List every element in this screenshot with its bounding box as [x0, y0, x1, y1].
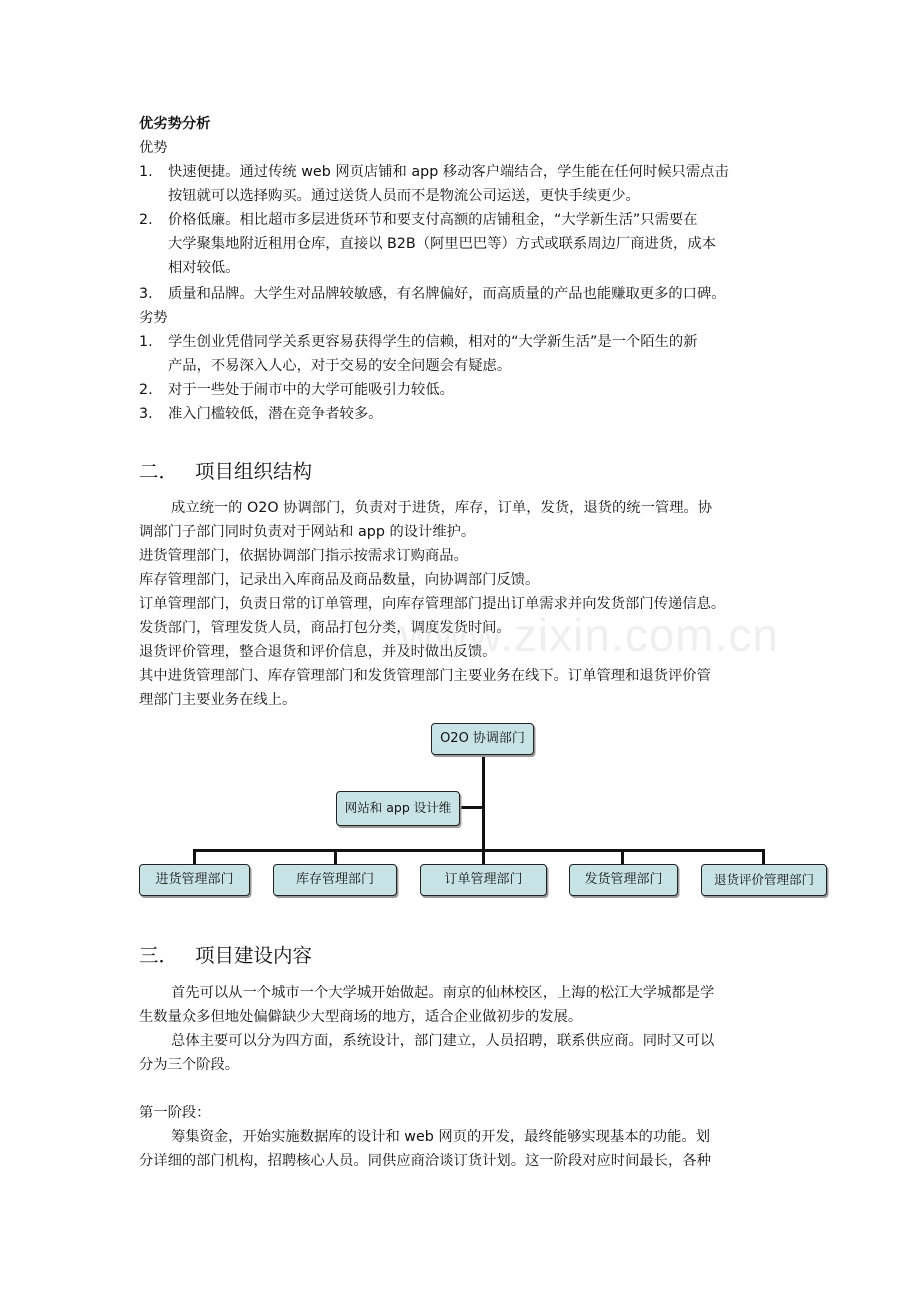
paragraph-line: 其中进货管理部门、库存管理部门和发货管理部门主要业务在线下。订单管理和退货评价管 [139, 668, 711, 684]
paragraph-line: 订单管理部门，负责日常的订单管理，向库存管理部门提出订单需求并向发货部门传递信息。 [139, 596, 726, 612]
paragraph-line: 库存管理部门，记录出入库商品及商品数量，向协调部门反馈。 [139, 572, 540, 588]
list-item-line: 大学聚集地附近租用仓库，直接以 B2B（阿里巴巴等）方式或联系周边厂商进货，成本 [168, 236, 716, 252]
list-item-line: 学生创业凭借同学关系更容易获得学生的信赖，相对的“大学新生活”是一个陌生的新 [168, 334, 698, 350]
paragraph-line: 筹集资金，开始实施数据库的设计和 web 网页的开发，最终能够实现基本的功能。划 [171, 1129, 711, 1145]
list-number: 2. [139, 212, 153, 228]
org-node-side: 网站和 app 设计维 [336, 791, 460, 826]
org-connector-drop [193, 849, 196, 864]
list-number: 3. [139, 406, 153, 422]
paragraph-line: 生数量众多但地处偏僻缺少大型商场的地方，适合企业做初步的发展。 [139, 1009, 583, 1025]
list-item [168, 402, 782, 426]
org-connector-bus [193, 849, 765, 852]
paragraph-line: 理部门主要业务在线上。 [139, 692, 297, 708]
list-item-line: 价格低廉。相比超市多层进货环节和要支付高额的店铺租金，“大学新生活”只需要在 [168, 212, 698, 228]
org-node-root: O2O 协调部门 [431, 723, 534, 755]
section-number-two: 二． [139, 460, 179, 483]
list-item-line: 产品，不易深入人心，对于交易的安全问题会有疑虑。 [168, 358, 512, 374]
list-number: 1. [139, 334, 153, 350]
list-item [168, 160, 782, 208]
org-connector-drop [482, 849, 485, 864]
section-title-organization: 项目组织结构 [195, 460, 313, 483]
paragraph-line: 首先可以从一个城市一个大学城开始做起。南京的仙林校区，上海的松江大学城都是学 [171, 985, 715, 1001]
org-node-child: 退货评价管理部门 [701, 864, 827, 896]
section-title-construction: 项目建设内容 [195, 944, 313, 967]
org-node-child: 库存管理部门 [273, 864, 397, 896]
list-number: 1. [139, 164, 153, 180]
paragraph-line: 进货管理部门，依据协调部门指示按需求订购商品。 [139, 548, 468, 564]
org-connector-drop [762, 849, 765, 864]
list-item-line: 快速便捷。通过传统 web 网页店铺和 app 移动客户端结合，学生能在任何时候只需点击 [168, 164, 729, 180]
paragraph-line: 调部门子部门同时负责对于网站和 app 的设计维护。 [139, 524, 476, 540]
org-connector-drop [334, 849, 337, 864]
paragraph-line: 分详细的部门机构，招聘核心人员。同供应商洽谈订货计划。这一阶段对应时间最长，各种 [139, 1153, 711, 1169]
list-item-line: 对于一些处于闹市中的大学可能吸引力较低。 [168, 382, 454, 398]
list-item [168, 330, 782, 378]
list-item [168, 282, 782, 306]
list-number: 3. [139, 286, 153, 302]
watermark: www.zixin.com.cn [400, 609, 779, 661]
paragraph-line: 总体主要可以分为四方面，系统设计，部门建立，人员招聘，联系供应商。同时又可以 [171, 1033, 715, 1049]
section-number-three: 三． [139, 944, 179, 967]
org-connector-side [459, 806, 483, 809]
list-item-line: 质量和品牌。大学生对品牌较敏感，有名牌偏好，而高质量的产品也能赚取更多的口碑。 [168, 286, 726, 302]
disadvantages-label: 劣势 [139, 310, 168, 326]
phase-label: 第一阶段： [139, 1105, 211, 1121]
paragraph-line: 分为三个阶段。 [139, 1057, 240, 1073]
org-node-child: 订单管理部门 [420, 864, 547, 896]
advantages-label: 优势 [139, 140, 168, 156]
section-heading-strengths: 优劣势分析 [139, 116, 211, 132]
org-connector-drop [621, 849, 624, 864]
paragraph-line: 退货评价管理，整合退货和评价信息，并及时做出反馈。 [139, 644, 497, 660]
list-item-line: 相对较低。 [168, 260, 240, 276]
list-item-line: 按钮就可以选择购买。通过送货人员而不是物流公司运送，更快手续更少。 [168, 188, 640, 204]
list-item [168, 208, 782, 280]
list-item-line: 准入门槛较低，潜在竞争者较多。 [168, 406, 383, 422]
org-node-child: 进货管理部门 [139, 864, 250, 896]
list-item [168, 378, 782, 402]
paragraph-line: 成立统一的 O2O 协调部门，负责对于进货，库存，订单，发货，退货的统一管理。协 [171, 500, 713, 516]
paragraph-line: 发货部门，管理发货人员，商品打包分类，调度发货时间。 [139, 620, 511, 636]
list-number: 2. [139, 382, 153, 398]
org-connector-trunk [482, 754, 485, 852]
org-node-child: 发货管理部门 [569, 864, 678, 896]
